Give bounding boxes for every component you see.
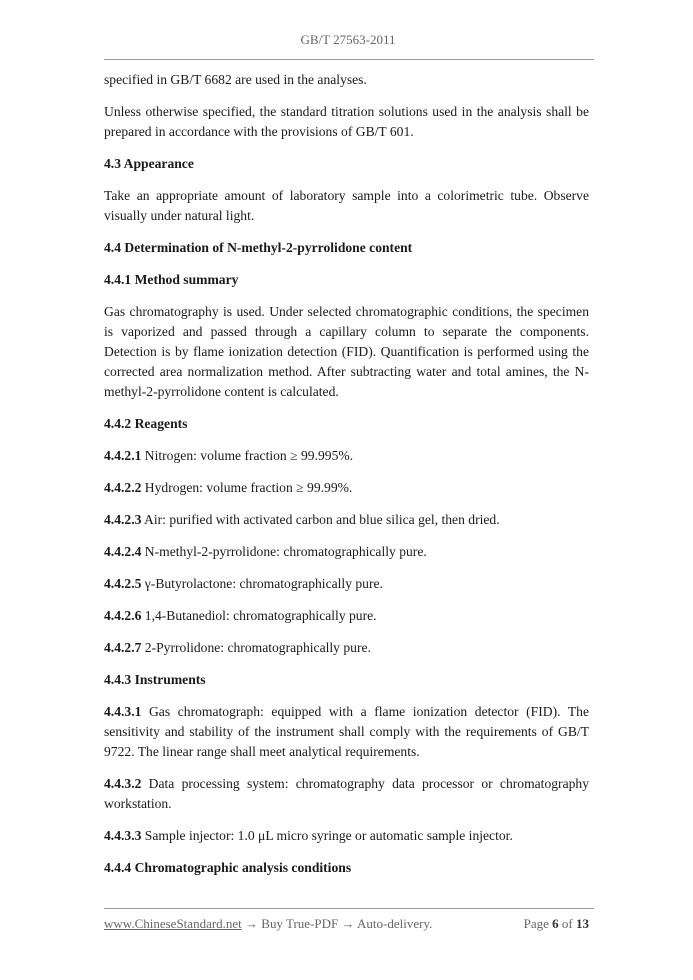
section-heading-4-4-3: 4.4.3 Instruments bbox=[104, 672, 206, 687]
clause-number: 4.4.3.1 bbox=[104, 704, 142, 719]
reagent-item bbox=[104, 574, 589, 594]
section-heading-4-4-1: 4.4.1 Method summary bbox=[104, 272, 239, 287]
of-word: of bbox=[561, 916, 573, 931]
page-header: GB/T 27563-2011 bbox=[300, 32, 396, 47]
instrument-item bbox=[104, 826, 589, 846]
reagent-item bbox=[104, 542, 589, 562]
footer-promo-text: → Buy True-PDF → Auto-delivery. bbox=[241, 916, 433, 931]
clause-text: N-methyl-2-pyrrolidone: chromatographically pure. bbox=[141, 544, 427, 559]
clause-number: 4.4.3.2 bbox=[104, 776, 142, 791]
clause-text: Gas chromatograph: equipped with a flame ionization detector (FID). The sensitivity and stability of the instrument shall comply with the requirements of GB/T 9722. The linear range shall meet analytical requirements. bbox=[104, 704, 589, 759]
clause-text: 1,4-Butanediol: chromatographically pure. bbox=[141, 608, 377, 623]
reagent-item bbox=[104, 478, 589, 498]
footer-divider bbox=[104, 908, 594, 909]
clause-number: 4.4.2.7 bbox=[104, 640, 142, 655]
reagent-item bbox=[104, 638, 589, 658]
instrument-item bbox=[104, 774, 589, 814]
header-divider bbox=[104, 59, 594, 60]
instrument-item bbox=[104, 702, 589, 762]
page-number: 6 bbox=[552, 916, 559, 931]
footer-promo bbox=[104, 916, 432, 932]
section-heading-4-4: 4.4 Determination of N-methyl-2-pyrrolidone content bbox=[104, 240, 413, 255]
website-link[interactable]: www.ChineseStandard.net bbox=[104, 916, 242, 931]
section-heading-4-3: 4.3 Appearance bbox=[104, 156, 194, 171]
page-word: Page bbox=[523, 916, 549, 931]
clause-text: Data processing system: chromatography data processor or chromatography workstation. bbox=[104, 776, 589, 811]
clause-text: Nitrogen: volume fraction ≥ 99.995%. bbox=[141, 448, 354, 463]
clause-text: Sample injector: 1.0 μL micro syringe or automatic sample injector. bbox=[141, 828, 513, 843]
clause-number: 4.4.2.4 bbox=[104, 544, 142, 559]
clause-text: 2-Pyrrolidone: chromatographically pure. bbox=[141, 640, 371, 655]
clause-number: 4.4.2.1 bbox=[104, 448, 142, 463]
clause-text: Air: purified with activated carbon and blue silica gel, then dried. bbox=[141, 512, 500, 527]
page-footer bbox=[104, 916, 589, 932]
paragraph: Take an appropriate amount of laboratory sample into a colorimetric tube. Observe visually under natural light. bbox=[104, 188, 589, 223]
page-indicator bbox=[524, 916, 589, 932]
reagent-item bbox=[104, 510, 589, 530]
paragraph: specified in GB/T 6682 are used in the analyses. bbox=[104, 72, 367, 87]
clause-number: 4.4.3.3 bbox=[104, 828, 142, 843]
paragraph: Unless otherwise specified, the standard titration solutions used in the analysis shall be prepared in accordance with the provisions of GB/T 601. bbox=[104, 104, 589, 139]
paragraph: Gas chromatography is used. Under selected chromatographic conditions, the specimen is vaporized and passed through a capillary column to separate the components. Detection is by flame ionization detection (FID). Quantification is performed using the corrected area normalization method. After subtracting water and total amines, the N-methyl-2-pyrrolidone content is calculated. bbox=[104, 304, 589, 399]
section-heading-4-4-2: 4.4.2 Reagents bbox=[104, 416, 188, 431]
document-body bbox=[104, 70, 589, 890]
page-total: 13 bbox=[576, 916, 589, 931]
clause-number: 4.4.2.3 bbox=[104, 512, 142, 527]
reagent-item bbox=[104, 446, 589, 466]
clause-text: Hydrogen: volume fraction ≥ 99.99%. bbox=[141, 480, 353, 495]
section-heading-4-4-4: 4.4.4 Chromatographic analysis conditions bbox=[104, 860, 352, 875]
reagent-item bbox=[104, 606, 589, 626]
clause-text: γ-Butyrolactone: chromatographically pure. bbox=[141, 576, 383, 591]
clause-number: 4.4.2.6 bbox=[104, 608, 142, 623]
clause-number: 4.4.2.5 bbox=[104, 576, 142, 591]
clause-number: 4.4.2.2 bbox=[104, 480, 142, 495]
